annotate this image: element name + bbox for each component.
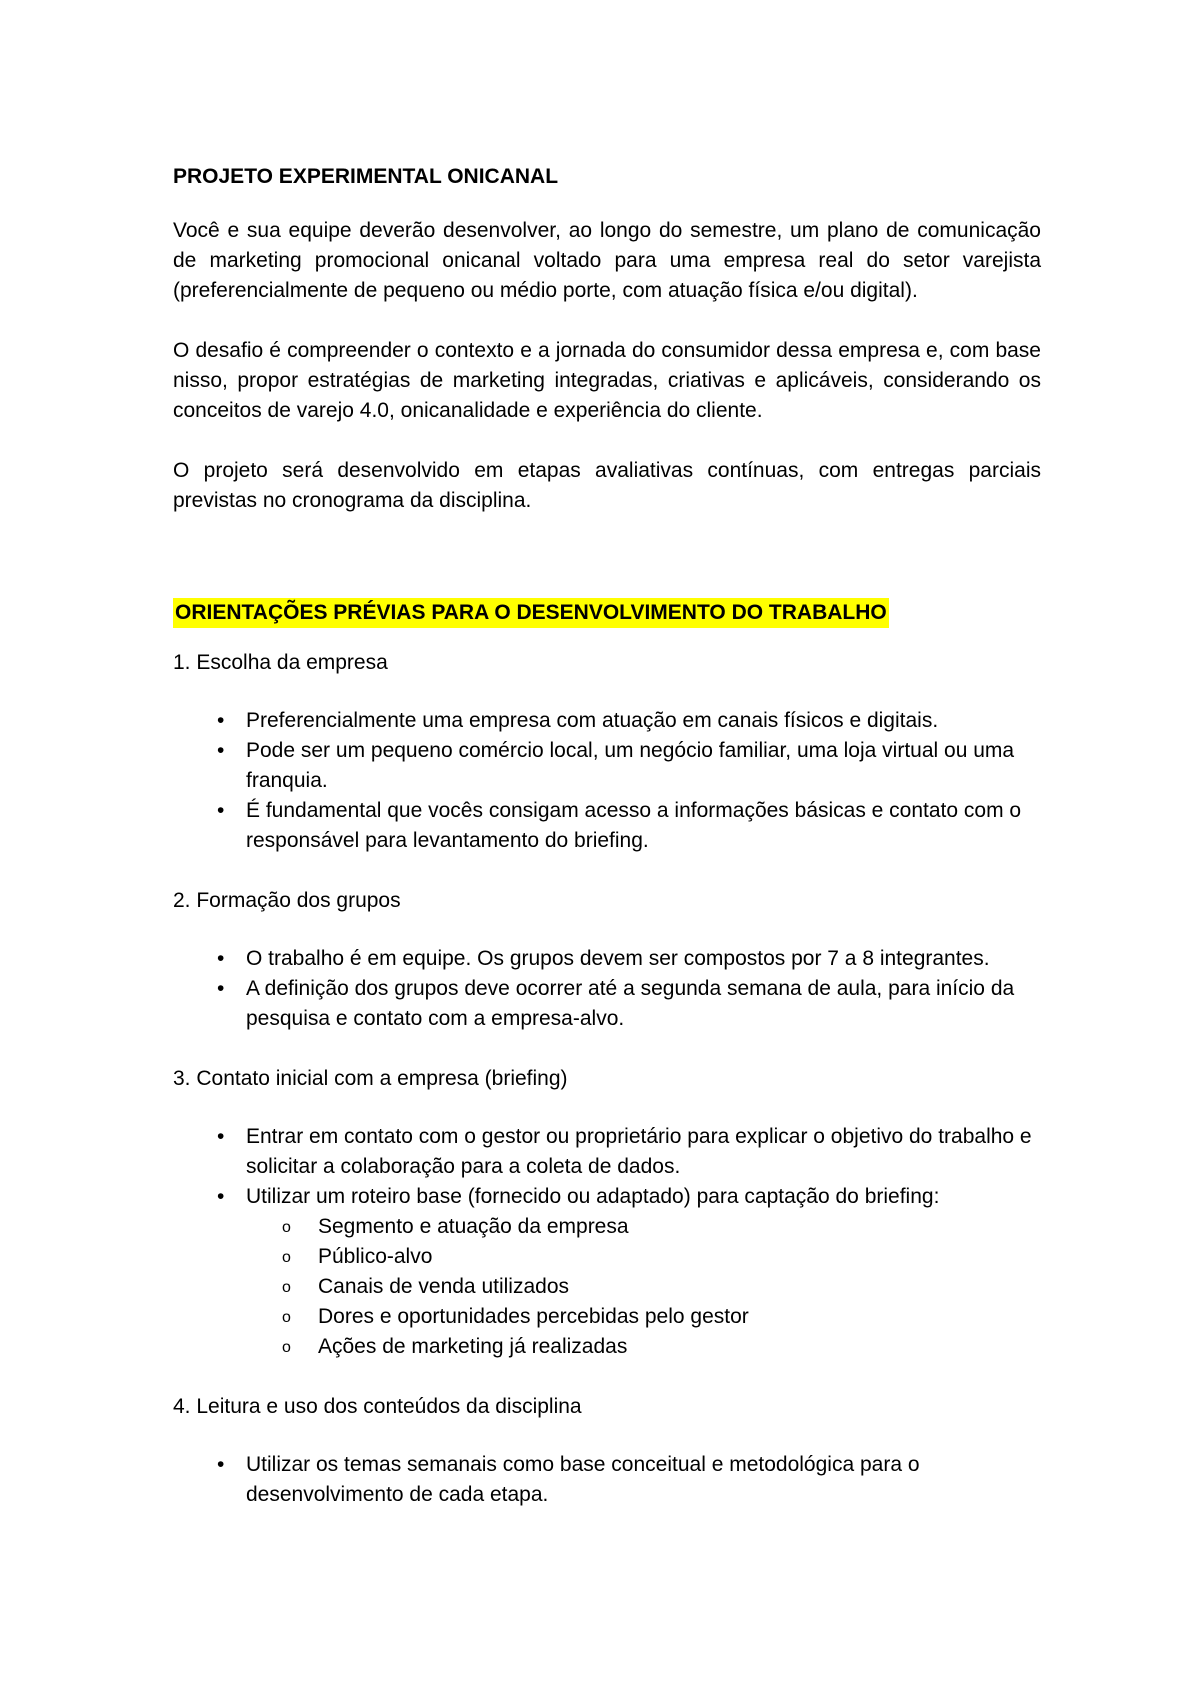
sub-list-item-text: Ações de marketing já realizadas xyxy=(318,1335,628,1358)
circle-bullet-icon: o xyxy=(282,1249,291,1266)
bullet-icon: • xyxy=(217,947,225,970)
sub-list-item-text: Dores e oportunidades percebidas pelo gestor xyxy=(318,1305,749,1328)
intro-paragraph: Você e sua equipe deverão desenvolver, ao longo do semestre, um plano de comunicação de marketing promocional onicanal voltado para uma empresa real do setor varejista (preferencialmente de pequeno ou médio porte, com atuação física e/ou digital). xyxy=(173,219,1041,302)
section-title-highlighted: ORIENTAÇÕES PRÉVIAS PARA O DESENVOLVIMENTO DO TRABALHO xyxy=(173,598,889,628)
section-heading-4: 4. Leitura e uso dos conteúdos da disciplina xyxy=(173,1395,582,1418)
document-page xyxy=(173,162,1041,1540)
sub-list-item-text: Canais de venda utilizados xyxy=(318,1275,569,1298)
circle-bullet-icon: o xyxy=(282,1279,291,1296)
list-item-text: Preferencialmente uma empresa com atuação em canais físicos e digitais. xyxy=(246,709,939,732)
list-item xyxy=(173,944,1041,974)
list-item xyxy=(173,736,1041,796)
section-heading-3: 3. Contato inicial com a empresa (briefing) xyxy=(173,1067,568,1090)
sub-list-item xyxy=(246,1272,1041,1302)
sub-list-item-text: Público-alvo xyxy=(318,1245,433,1268)
list-item-text: Pode ser um pequeno comércio local, um negócio familiar, uma loja virtual ou uma franquia. xyxy=(246,739,1015,792)
section-1-list xyxy=(173,706,1041,856)
list-item xyxy=(173,706,1041,736)
sub-list-item xyxy=(246,1332,1041,1362)
section-4-list xyxy=(173,1450,1041,1510)
list-item-text: Utilizar os temas semanais como base conceitual e metodológica para o desenvolvimento de cada etapa. xyxy=(246,1453,920,1506)
list-item xyxy=(173,1122,1041,1182)
list-item xyxy=(173,974,1041,1034)
bullet-icon: • xyxy=(217,977,225,1000)
list-item-text: A definição dos grupos deve ocorrer até a segunda semana de aula, para início da pesquisa e contato com a empresa-alvo. xyxy=(246,977,1015,1030)
section-heading-1: 1. Escolha da empresa xyxy=(173,651,388,674)
list-item-text: Utilizar um roteiro base (fornecido ou adaptado) para captação do briefing: xyxy=(246,1185,940,1208)
briefing-sub-list xyxy=(246,1212,1041,1362)
section-3-list xyxy=(173,1122,1041,1362)
bullet-icon: • xyxy=(217,1125,225,1148)
sub-list-item xyxy=(246,1212,1041,1242)
circle-bullet-icon: o xyxy=(282,1339,291,1356)
sub-list-item xyxy=(246,1242,1041,1272)
section-heading-2: 2. Formação dos grupos xyxy=(173,889,401,912)
list-item-text: O trabalho é em equipe. Os grupos devem ser compostos por 7 a 8 integrantes. xyxy=(246,947,990,970)
list-item-text: É fundamental que vocês consigam acesso a informações básicas e contato com o responsável para levantamento do briefing. xyxy=(246,799,1022,852)
stages-paragraph: O projeto será desenvolvido em etapas avaliativas contínuas, com entregas parciais previstas no cronograma da disciplina. xyxy=(173,459,1041,512)
section-2-list xyxy=(173,944,1041,1034)
bullet-icon: • xyxy=(217,799,225,822)
sub-list-item xyxy=(246,1302,1041,1332)
bullet-icon: • xyxy=(217,739,225,762)
bullet-icon: • xyxy=(217,1185,225,1208)
bullet-icon: • xyxy=(217,709,225,732)
circle-bullet-icon: o xyxy=(282,1219,291,1236)
list-item xyxy=(173,1450,1041,1510)
sub-list-item-text: Segmento e atuação da empresa xyxy=(318,1215,629,1238)
list-item xyxy=(173,1182,1041,1362)
circle-bullet-icon: o xyxy=(282,1309,291,1326)
list-item-text: Entrar em contato com o gestor ou proprietário para explicar o objetivo do trabalho e solicitar a colaboração para a coleta de dados. xyxy=(246,1125,1032,1178)
bullet-icon: • xyxy=(217,1453,225,1476)
challenge-paragraph: O desafio é compreender o contexto e a jornada do consumidor dessa empresa e, com base nisso, propor estratégias de marketing integradas, criativas e aplicáveis, considerando os conceitos de varejo 4.0, onicanalidade e experiência do cliente. xyxy=(173,339,1041,422)
list-item xyxy=(173,796,1041,856)
document-title: PROJETO EXPERIMENTAL ONICANAL xyxy=(173,165,559,188)
